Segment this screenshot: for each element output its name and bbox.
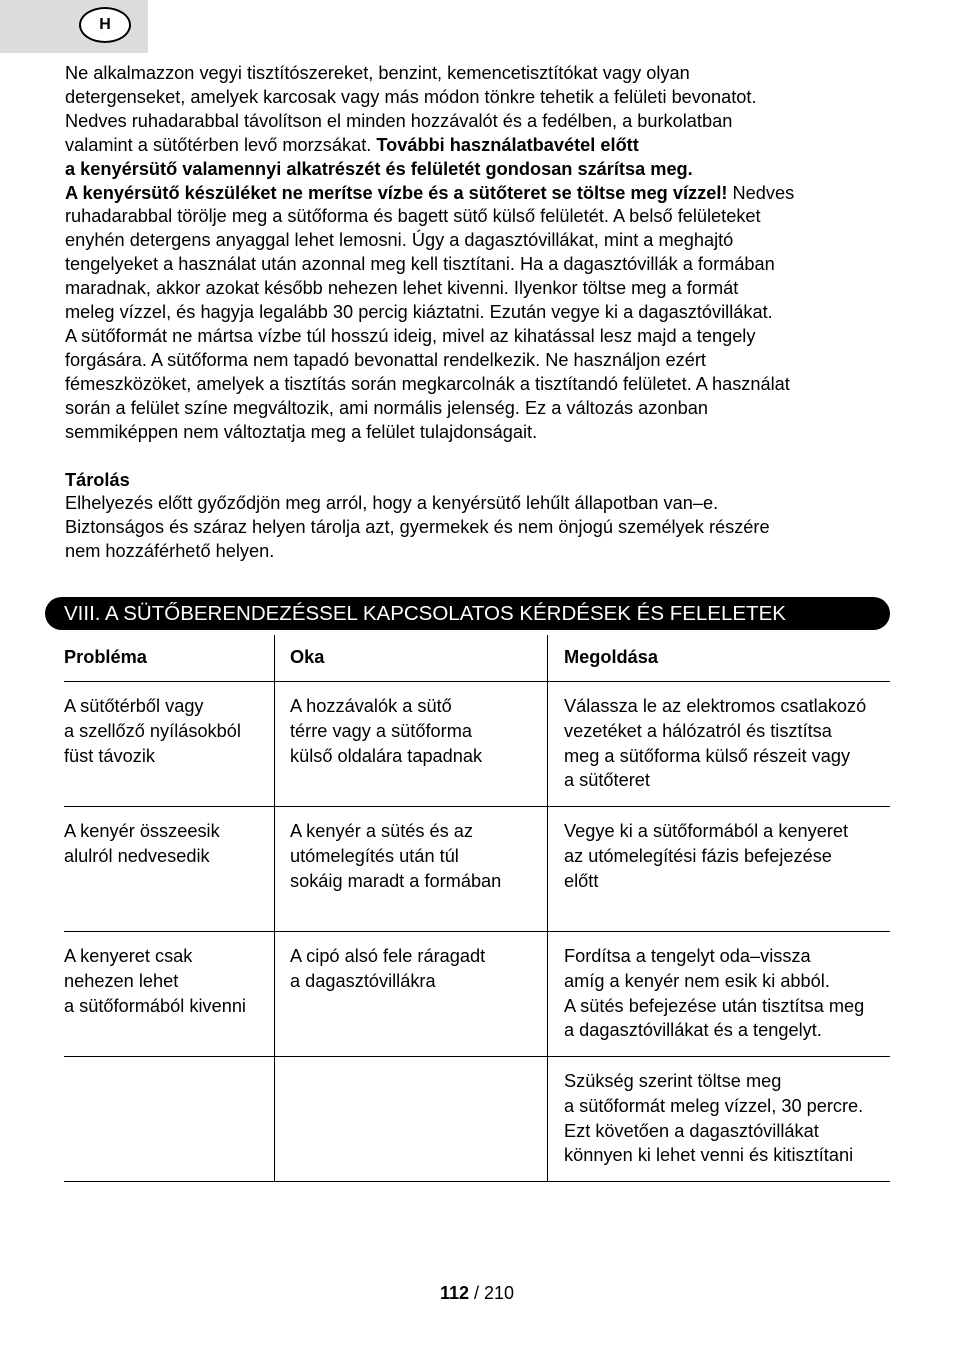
cleaning-warning-bold: a kenyérsütő valamennyi alkatrészét és felületét gondosan szárítsa meg. xyxy=(65,158,693,179)
problem-cell xyxy=(64,1057,275,1182)
cleaning-line: forgására. A sütőforma nem tapadó bevonattal rendelkezik. Ne használjon ezért xyxy=(65,349,706,370)
solution-cell-line: Fordítsa a tengelyt oda–vissza xyxy=(564,946,811,966)
table-row xyxy=(64,932,890,1057)
cleaning-text-normal: valamint a sütőtérben levő morzsákat. xyxy=(65,134,377,155)
solution-cell-line: előtt xyxy=(564,870,599,891)
cause-cell xyxy=(275,1057,548,1182)
cause-cell-line: A kenyér a sütés és az xyxy=(290,821,473,841)
cause-cell-line: utómelegítés után túl xyxy=(290,845,459,866)
storage-heading xyxy=(65,469,895,493)
storage-line: nem hozzáférhető helyen. xyxy=(65,541,275,562)
solution-cell-line: Vegye ki a sütőformából a kenyeret xyxy=(564,821,849,841)
problem-cell-line: füst távozik xyxy=(64,745,155,766)
cause-cell-line: sokáig maradt a formában xyxy=(290,870,502,891)
header-problem: Probléma xyxy=(64,635,275,682)
table-header-row xyxy=(64,635,890,682)
cleaning-line xyxy=(65,182,895,206)
language-badge: H xyxy=(79,7,131,43)
cleaning-line xyxy=(65,134,895,158)
language-tab xyxy=(0,0,148,53)
solution-cell-line: Szükség szerint töltse meg xyxy=(564,1071,782,1091)
solution-cell xyxy=(548,932,891,1057)
cleaning-line: során a felület színe megváltozik, ami normális jelenség. Ez a változás azonban xyxy=(65,397,708,418)
solution-cell-line: a sütőformát meleg vízzel, 30 percre. xyxy=(564,1095,864,1116)
cleaning-text xyxy=(65,62,895,564)
solution-cell-line: a dagasztóvillákat és a tengelyt. xyxy=(564,1020,822,1041)
cleaning-line: ruhadarabbal törölje meg a sütőforma és bagett sütő külső felületét. A belső felületeket xyxy=(65,206,761,227)
paragraph-gap xyxy=(65,445,895,469)
solution-cell-line: a sütőteret xyxy=(564,770,650,791)
header-solution: Megoldása xyxy=(548,635,891,682)
solution-cell-line: könnyen ki lehet venni és kitisztítani xyxy=(564,1145,854,1166)
cause-cell-line: térre vagy a sütőforma xyxy=(290,720,472,741)
cause-cell-line: a dagasztóvillákra xyxy=(290,970,436,991)
cleaning-line: Nedves ruhadarabbal távolítson el minden hozzávalót és a fedélben, a burkolatban xyxy=(65,110,733,131)
current-page: 112 xyxy=(439,1283,469,1303)
solution-cell-line: az utómelegítési fázis befejezése xyxy=(564,845,832,866)
cleaning-text-normal: Nedves xyxy=(727,182,795,203)
cleaning-line: maradnak, akkor azokat később nehezen lehet kivenni. Ilyenkor töltse meg a formát xyxy=(65,278,739,299)
section-title: VIII. A SÜTŐBERENDEZÉSSEL KAPCSOLATOS KÉRDÉSEK ÉS FELELETEK xyxy=(64,601,786,625)
total-pages: 210 xyxy=(484,1283,515,1303)
cause-cell xyxy=(275,932,548,1057)
solution-cell-line: vezetéket a hálózatról és tisztítsa xyxy=(564,720,832,741)
cleaning-line xyxy=(65,158,895,182)
cleaning-line: detergenseket, amelyek karcosak vagy más módon tönkre tehetik a felületi bevonatot. xyxy=(65,86,757,107)
problem-cell-line: a sütőformából kivenni xyxy=(64,995,246,1016)
table-row xyxy=(64,1057,890,1182)
storage-heading-text: Tárolás xyxy=(65,469,130,490)
problem-cell-line: a szellőző nyílásokból xyxy=(64,720,241,741)
problem-cell-line: A kenyeret csak xyxy=(64,946,193,966)
solution-cell-line: Válassza le az elektromos csatlakozó xyxy=(564,696,867,716)
cleaning-line: tengelyeket a használat után azonnal meg kell tisztítani. Ha a dagasztóvillák a formában xyxy=(65,254,775,275)
cause-cell xyxy=(275,682,548,807)
storage-line: Elhelyezés előtt győződjön meg arról, hogy a kenyérsütő lehűlt állapotban van–e. xyxy=(65,493,719,514)
problem-cell-line: nehezen lehet xyxy=(64,970,179,991)
cause-cell xyxy=(275,807,548,932)
problem-cell-line: alulról nedvesedik xyxy=(64,845,210,866)
storage-line: Biztonságos és száraz helyen tárolja azt, gyermekek és nem önjogú személyek részére xyxy=(65,517,770,538)
page-number xyxy=(0,1283,954,1304)
cleaning-line: A sütőformát ne mártsa vízbe túl hosszú ideig, mivel az kihatással lesz majd a tengely xyxy=(65,325,756,346)
solution-cell-line: amíg a kenyér nem esik ki abból. xyxy=(564,970,830,991)
table-row xyxy=(64,807,890,932)
table-body xyxy=(64,682,890,1182)
solution-cell xyxy=(548,682,891,807)
problem-cell-line: A sütőtérből vagy xyxy=(64,696,204,716)
problem-cell xyxy=(64,932,275,1057)
cleaning-warning-bold: A kenyérsütő készüléket ne merítse vízbe és a sütőteret se töltse meg vízzel! xyxy=(65,182,728,203)
page-separator: / xyxy=(468,1283,484,1303)
header-cause: Oka xyxy=(275,635,548,682)
problem-cell xyxy=(64,807,275,932)
solution-cell xyxy=(548,807,891,932)
table-row xyxy=(64,682,890,807)
problem-cell xyxy=(64,682,275,807)
solution-cell-line: meg a sütőforma külső részeit vagy xyxy=(564,745,851,766)
cause-cell-line: A cipó alsó fele ráragadt xyxy=(290,946,486,966)
solution-cell-line: Ezt követően a dagasztóvillákat xyxy=(564,1120,819,1141)
cleaning-line: meleg vízzel, és hagyja legalább 30 percig kiáztatni. Ezután vegye ki a dagasztóvillákat. xyxy=(65,302,773,323)
solution-cell xyxy=(548,1057,891,1182)
problem-cell-line: A kenyér összeesik xyxy=(64,821,220,841)
cleaning-line: Ne alkalmazzon vegyi tisztítószereket, benzint, kemencetisztítókat vagy olyan xyxy=(65,63,690,83)
cleaning-warning-bold: További használatbavétel előtt xyxy=(376,134,639,155)
section-title-bar xyxy=(45,597,890,630)
solution-cell-line: A sütés befejezése után tisztítsa meg xyxy=(564,995,865,1016)
cleaning-line: fémeszközöket, amelyek a tisztítás során megkarcolnák a tisztítandó felületet. A használat xyxy=(65,373,790,394)
cause-cell-line: A hozzávalók a sütő xyxy=(290,696,452,716)
cleaning-line: semmiképpen nem változtatja meg a felület tulajdonságait. xyxy=(65,421,538,442)
cleaning-line: enyhén detergens anyaggal lehet lemosni. Úgy a dagasztóvillákat, mint a meghajtó xyxy=(65,230,734,251)
cause-cell-line: külső oldalára tapadnak xyxy=(290,745,483,766)
troubleshooting-table xyxy=(64,635,890,1182)
